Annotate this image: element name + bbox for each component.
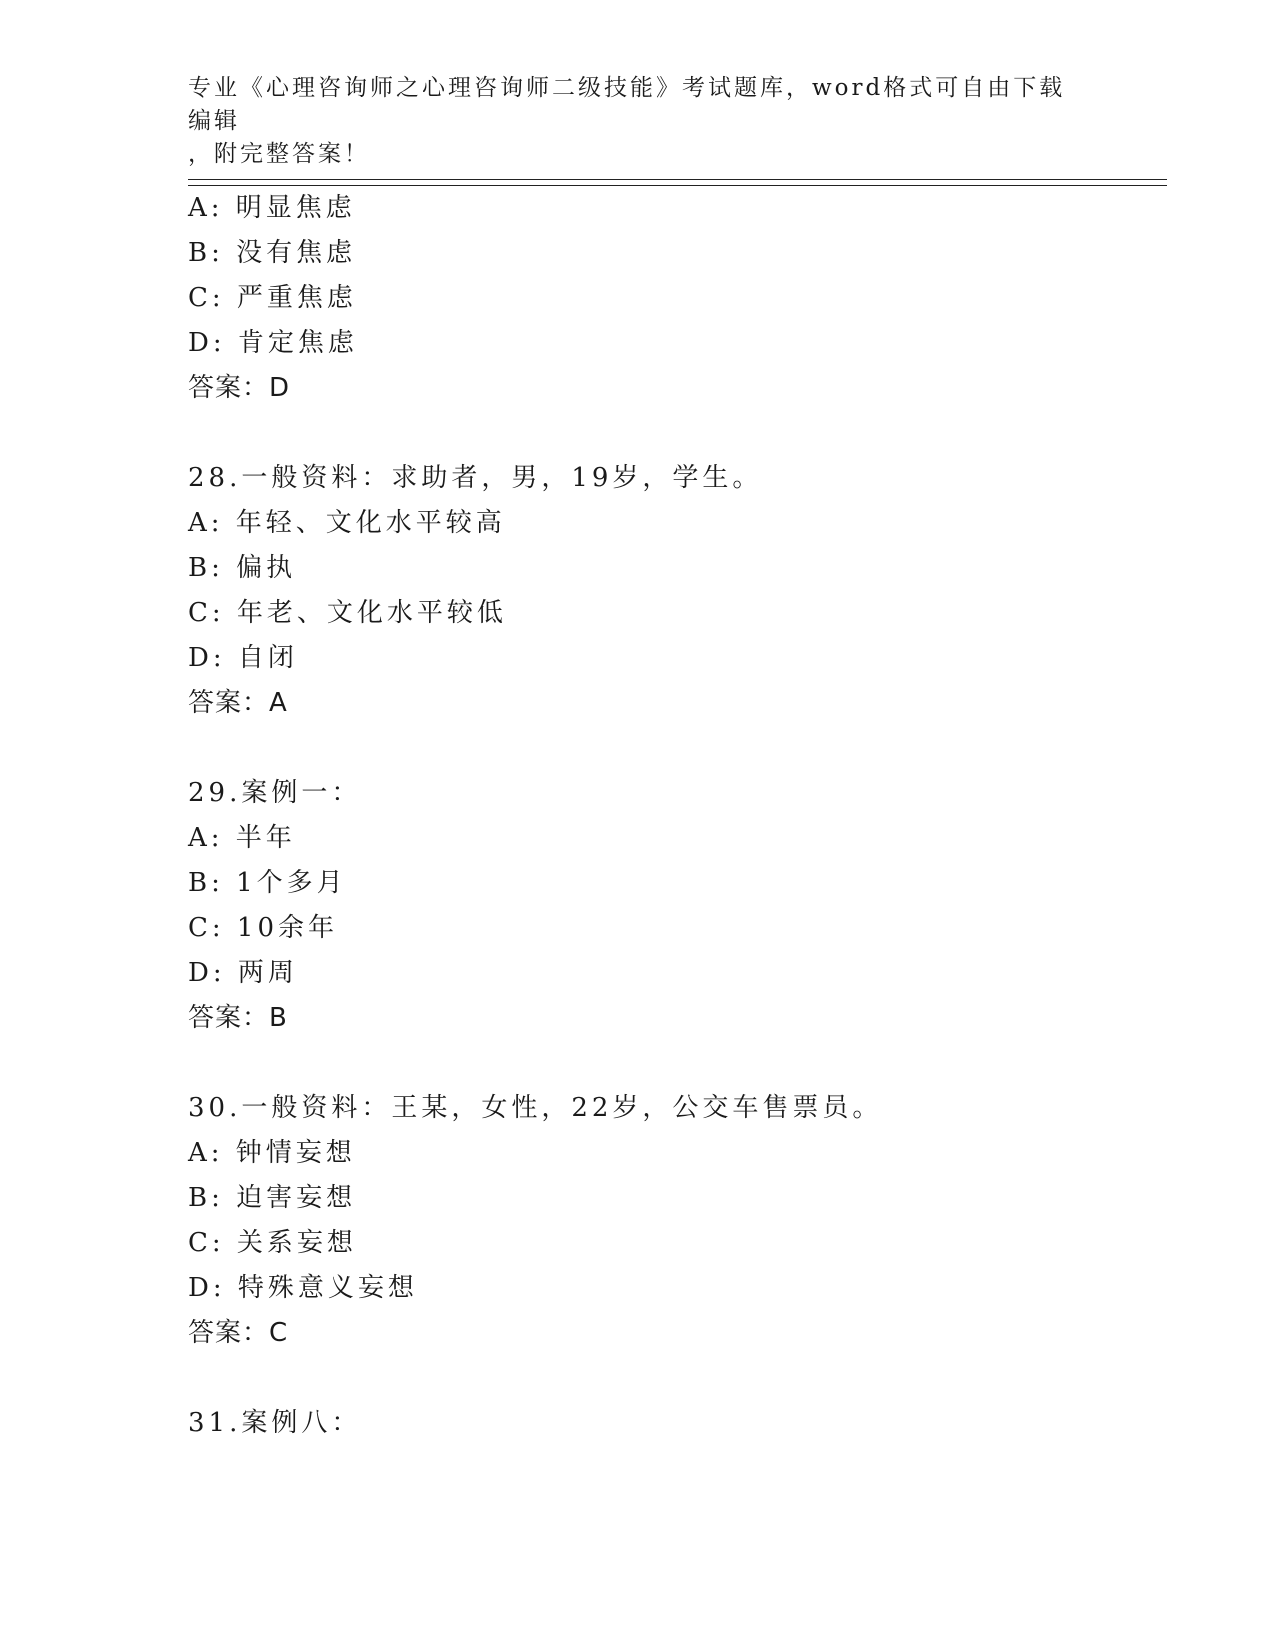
option-c: C: 严重焦虑 [188, 283, 357, 313]
question-31: 31.案例八： [188, 1408, 362, 1438]
option-a: A: 钟情妄想 [188, 1138, 356, 1168]
document-header [188, 72, 1088, 171]
option-d: D: 肯定焦虑 [188, 328, 358, 358]
option-a: A: 明显焦虑 [188, 193, 356, 223]
option-d: D: 自闭 [188, 643, 298, 673]
option-b: B: 迫害妄想 [188, 1183, 357, 1213]
header-rule-bottom [188, 185, 1167, 186]
answer: 答案：A [188, 688, 288, 718]
option-c: C: 年老、文化水平较低 [188, 598, 507, 628]
answer: 答案：B [188, 1003, 288, 1033]
option-c: C: 关系妄想 [188, 1228, 357, 1258]
question-28: 28.一般资料：求助者，男，19岁，学生。 [188, 463, 763, 493]
answer: 答案：D [188, 373, 291, 403]
header-line-2: ，附完整答案！ [188, 141, 370, 167]
option-d: D: 两周 [188, 958, 298, 988]
header-rule-top [188, 179, 1167, 180]
question-29: 29.案例一： [188, 778, 362, 808]
answer: 答案：C [188, 1318, 289, 1348]
option-b: B: 偏执 [188, 553, 297, 583]
option-a: A: 半年 [188, 823, 296, 853]
header-line-1: 专业《心理咨询师之心理咨询师二级技能》考试题库，word格式可自由下载编辑 [188, 75, 1066, 134]
option-b: B: 1个多月 [188, 868, 347, 898]
option-a: A: 年轻、文化水平较高 [188, 508, 506, 538]
option-b: B: 没有焦虑 [188, 238, 357, 268]
option-c: C: 10余年 [188, 913, 339, 943]
option-d: D: 特殊意义妄想 [188, 1273, 418, 1303]
question-30: 30.一般资料：王某，女性，22岁，公交车售票员。 [188, 1093, 883, 1123]
